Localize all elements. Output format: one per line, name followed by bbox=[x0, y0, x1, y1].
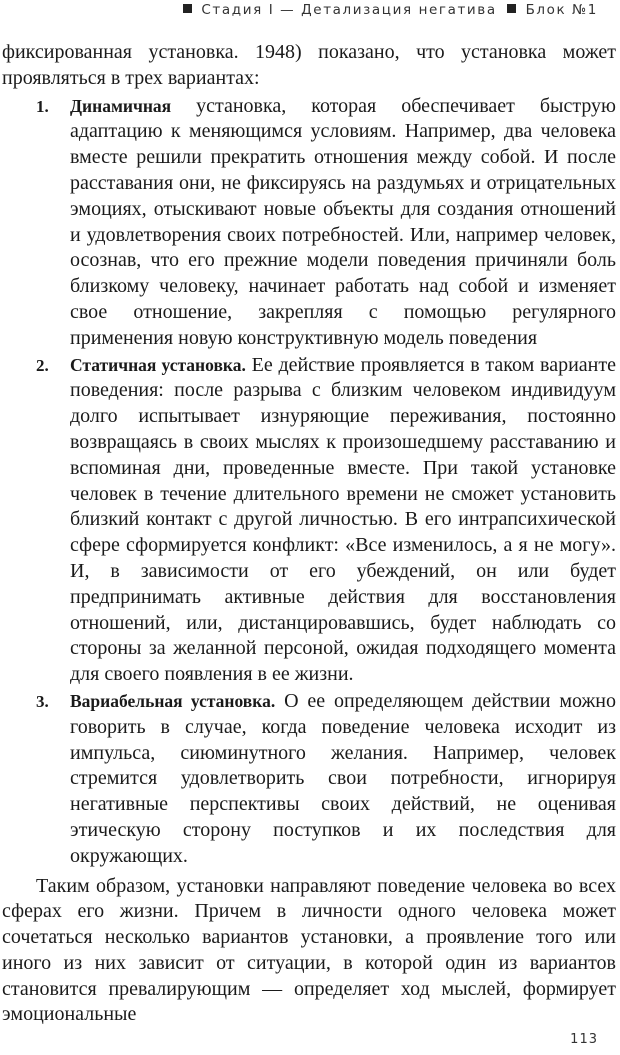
list-item bbox=[2, 94, 616, 352]
square-bullet-icon bbox=[183, 4, 192, 13]
block-label: Блок №1 bbox=[525, 2, 598, 18]
running-title: Стадия I — Детализация негатива bbox=[201, 2, 497, 18]
installation-types-list bbox=[2, 94, 616, 870]
list-item-number: 3. bbox=[36, 691, 49, 711]
page-body bbox=[2, 40, 616, 1028]
square-bullet-icon bbox=[507, 4, 516, 13]
list-item-text: Ее действие проявляется в таком варианте поведения: после разрыва с близким человеком индивидуум долго испытывает изнуряющие переживания, постоянно возвращаясь в своих мыслях к произошедшему расставанию и вспоминая дни, проведенные вместе. При такой установке человек в течение длительного времени не сможет установить близкий контакт с другой личностью. В его интрапсихической сфере сформируется конфликт: «Все изменилось, а я не могу». И, в зависимости от его убеждений, он или будет предпринимать активные действия для восстановления отношений, или, дистанцировавшись, будет наблюдать со стороны за желанной персоной, ожидая подходящего момента для своего появления в ее жизни. bbox=[70, 353, 616, 686]
list-item-number: 2. bbox=[36, 355, 49, 375]
list-item-number: 1. bbox=[36, 96, 49, 116]
list-item bbox=[2, 689, 616, 870]
list-item-term: Вариабельная установка. bbox=[70, 690, 276, 711]
page-number: 113 bbox=[570, 1032, 598, 1047]
list-item bbox=[2, 353, 616, 688]
conclusion-paragraph: Таким образом, установки направляют поведение человека во всех сферах его жизни. Причем в личности одного человека может сочетаться несколько вариантов установки, а проявление того или иного из них зависит от ситуации, в которой один из вариантов становится превалирующим — определяет ход мыслей, формирует эмоциональные bbox=[2, 874, 616, 1026]
list-item-term: Динамичная bbox=[70, 95, 172, 116]
intro-paragraph: фиксированная установка. 1948) показано, что установка может проявляться в трех вариантах: bbox=[2, 41, 616, 89]
running-header bbox=[179, 2, 599, 18]
list-item-term: Статичная установка. bbox=[70, 354, 246, 375]
list-item-text: О ее определяющем действии можно говорить в случае, когда поведение человека исходит из импульса, сиюминутного желания. Например, человек стремится удовлетворить свои потребности, игнорируя негативные перспективы своих действий, не оценивая этическую сторону поступков и их последствия для окружающих. bbox=[70, 689, 616, 867]
list-item-text: установка, которая обеспечивает быструю адаптацию к меняющимся условиям. Например, два человека вместе решили прекратить отношения между собой. И после расставания они, не фиксируясь на раздумьях и отрицательных эмоциях, отыскивают новые объекты для создания отношений и удовлетворения своих потребностей. Или, например человек, осознав, что его прежние модели поведения причиняли боль близкому человеку, начинает работать над собой и изменяет свое отношение, закрепляя с помощью регулярного применения новую конструктивную модель поведения bbox=[70, 94, 616, 349]
